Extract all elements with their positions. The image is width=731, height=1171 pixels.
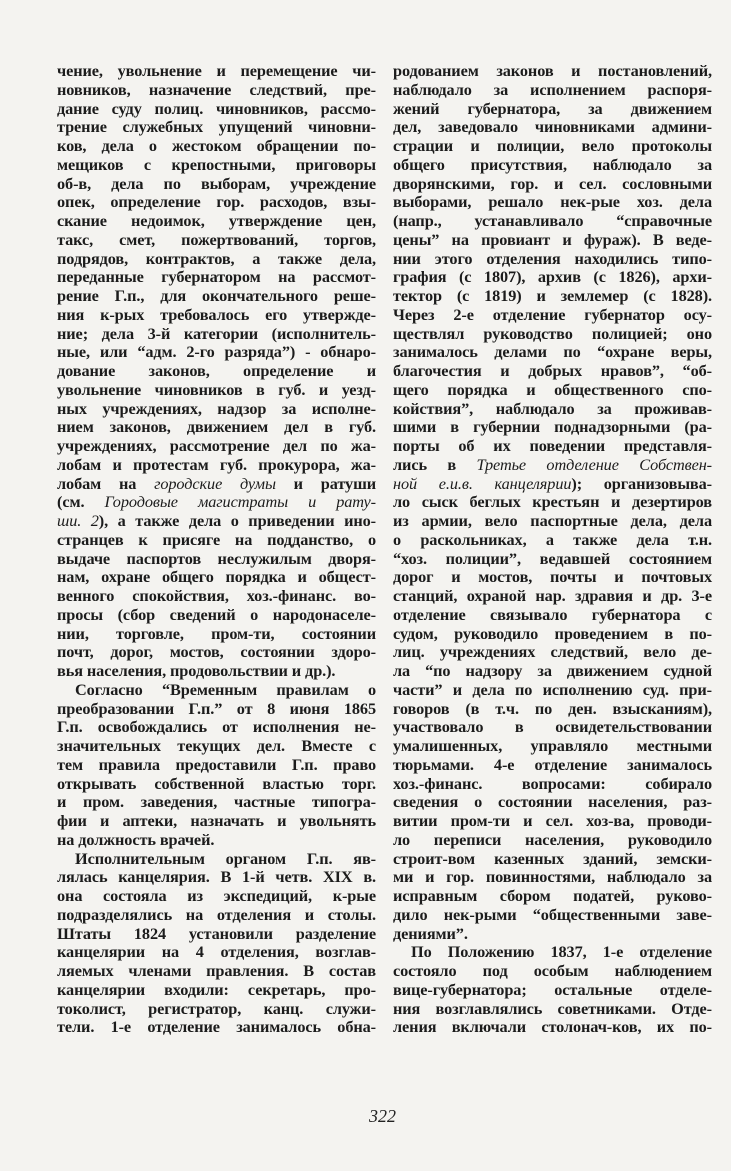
text-segment: лялась канцелярия. В 1-й четв. XIX в. — [57, 867, 376, 887]
text-line — [393, 306, 712, 325]
text-segment: о раскольниках, а также дела т.н. — [393, 529, 712, 549]
text-segment: ния к-рых требовалось его утвержде- — [57, 304, 376, 324]
text-segment: Штаты 1824 установили разделение — [57, 923, 376, 943]
text-segment: ла “по надзору за движением судной — [393, 661, 712, 680]
text-segment: она состояла из экспедиций, к-рые — [57, 886, 376, 905]
text-segment: ные, или “адм. 2-го разряда”) - обнаро- — [57, 342, 376, 362]
text-line — [57, 118, 376, 137]
text-line — [393, 568, 712, 587]
text-segment: значительных текущих дел. Вместе с — [57, 736, 376, 755]
text-segment: переданные губернатором на рассмот- — [57, 267, 376, 287]
italic-reference: городские думы — [154, 473, 276, 493]
text-line — [393, 550, 712, 569]
text-segment: родованием законов и постановлений, — [393, 61, 712, 80]
text-segment: страции и полиции, вело протоколы — [393, 136, 712, 155]
text-segment: канцелярии входили: секретарь, про- — [57, 979, 376, 999]
text-segment: Г.п. освобождались от исполнения не- — [57, 717, 376, 737]
text-segment: говоров (в т.ч. по ден. взысканиям), — [393, 698, 712, 718]
text-segment: наблюдало за исполнением распоря- — [393, 79, 712, 99]
text-line — [57, 775, 376, 794]
text-line — [57, 943, 376, 962]
text-line — [393, 1018, 712, 1037]
text-segment: По Положению 1837, 1-е отделение — [411, 942, 712, 962]
text-segment: отделение связывало губернатора с — [393, 604, 712, 624]
text-line — [393, 737, 712, 756]
text-segment: дование законов, определение и — [57, 361, 376, 380]
text-line — [393, 193, 712, 212]
text-line — [57, 156, 376, 175]
text-segment: (см. — [57, 492, 105, 512]
text-segment: тюрьмами. 4-е отделение занималось — [393, 754, 712, 774]
text-segment: общего присутствия, наблюдало за — [393, 154, 712, 174]
text-segment: ков, дела о жестоком обращении по- — [57, 136, 376, 155]
text-line — [57, 362, 376, 381]
text-segment: “хоз. полиции”, ведавшей состоянием — [393, 548, 712, 568]
text-segment: дорог и мостов, почты и почтовых — [393, 567, 712, 587]
text-line — [57, 212, 376, 231]
text-segment: лись в — [393, 454, 477, 474]
text-segment: нием законов, движением дел в губ. — [57, 417, 376, 437]
text-line — [57, 550, 376, 569]
text-segment: подрядов, контрактов, а также дела, — [57, 248, 376, 268]
text-line — [393, 887, 712, 906]
text-segment: ние; дела 3-й категории (исполнитель- — [57, 323, 376, 343]
text-segment: умалишенных, управляло местными — [393, 736, 712, 755]
text-line — [57, 812, 376, 831]
text-line — [57, 606, 376, 625]
text-segment: (напр., устанавливало “справочные — [393, 211, 712, 230]
text-line — [393, 250, 712, 269]
text-line — [393, 381, 712, 400]
text-segment: канцелярии на 4 отделения, возглав- — [57, 942, 376, 962]
text-line — [57, 531, 376, 550]
text-segment: вья населения, продовольствии и др.). — [57, 661, 336, 680]
text-segment: ных учреждениях, надзор за исполне- — [57, 398, 376, 418]
text-line — [393, 343, 712, 362]
text-segment: строит-вом казенных зданий, земски- — [393, 848, 712, 868]
text-line — [57, 231, 376, 250]
text-segment: лобам и протестам губ. прокурора, жа- — [57, 454, 376, 474]
text-segment: тели. 1-е отделение занималось обна- — [57, 1017, 376, 1037]
text-line — [393, 868, 712, 887]
text-line — [57, 343, 376, 362]
text-segment: жений губернатора, за движением — [393, 98, 712, 118]
text-segment: дворянскими, гор. и сел. сословными — [393, 173, 712, 193]
text-line — [393, 118, 712, 137]
text-segment: увольнение чиновников в губ. и уезд- — [57, 379, 376, 399]
text-line — [57, 962, 376, 981]
text-line — [57, 831, 376, 850]
text-segment: рение Г.п., для окончательного реше- — [57, 286, 376, 305]
text-line — [57, 493, 376, 512]
text-line — [57, 850, 376, 869]
text-segment: дило нек-рыми “общественными заве- — [393, 904, 712, 924]
text-segment: из армии, вело паспортные дела, дела — [393, 511, 712, 530]
text-segment: благочестия и добрых нравов”, “об- — [393, 361, 712, 380]
text-line — [57, 625, 376, 644]
text-line — [393, 943, 712, 962]
text-segment: исправным сбором податей, руково- — [393, 886, 712, 905]
text-line — [393, 662, 712, 681]
text-segment: занималось делами по “охране веры, — [393, 342, 712, 362]
text-line — [393, 643, 712, 662]
text-line — [393, 400, 712, 419]
text-line — [57, 100, 376, 119]
text-line — [393, 793, 712, 812]
text-line — [57, 662, 376, 681]
text-line — [393, 625, 712, 644]
text-line — [57, 475, 376, 494]
italic-reference: ной е.и.в. канцелярии — [393, 473, 572, 493]
text-line — [57, 268, 376, 287]
text-line — [57, 925, 376, 944]
text-line — [57, 287, 376, 306]
text-line — [57, 381, 376, 400]
text-segment: витии пром-ти и сел. хоз-ва, проводи- — [393, 811, 712, 830]
text-line — [393, 175, 712, 194]
text-line — [393, 812, 712, 831]
text-segment: цены” на провиант и фураж). В веде- — [393, 229, 712, 249]
text-line — [393, 606, 712, 625]
text-segment: и ратуши — [275, 473, 376, 493]
text-line — [57, 81, 376, 100]
text-segment: ния возглавлялись советниками. Отде- — [393, 998, 712, 1018]
text-line — [393, 325, 712, 344]
text-segment: лиц. учреждениях следствий, вело де- — [393, 642, 712, 662]
text-segment: Через 2-е отделение губернатор осу- — [393, 304, 712, 324]
text-segment: Согласно “Временным правилам о — [75, 679, 376, 699]
text-segment: фии и аптеки, назначать и увольнять — [57, 811, 376, 830]
text-segment: чение, увольнение и перемещение чи- — [57, 61, 376, 80]
text-segment: ); организовыва- — [571, 473, 712, 493]
page-number: 322 — [369, 1106, 396, 1126]
text-line — [393, 925, 712, 944]
text-line — [57, 175, 376, 194]
text-segment: мещиков с крепостными, приговоры — [57, 154, 376, 174]
text-segment: такс, смет, пожертвований, торгов, — [57, 229, 376, 249]
italic-reference: Третье отделение Собствен- — [476, 454, 712, 474]
text-segment: учреждениях, рассмотрение дел по жа- — [57, 436, 376, 455]
text-segment: трение служебных упущений чиновни- — [57, 117, 376, 137]
text-line — [393, 531, 712, 550]
text-line — [57, 418, 376, 437]
text-segment: судом, руководило проведением в по- — [393, 623, 712, 643]
text-line — [57, 737, 376, 756]
italic-reference: ши. 2 — [57, 511, 99, 530]
text-line — [57, 62, 376, 81]
text-segment: ществлял руководство полицией; оно — [393, 323, 712, 343]
text-line — [393, 287, 712, 306]
text-line — [393, 775, 712, 794]
text-segment: ), а также дела о приведении ино- — [98, 511, 376, 530]
text-line — [57, 981, 376, 1000]
text-segment: порты об их поведении представля- — [393, 436, 712, 455]
text-line — [393, 437, 712, 456]
text-line — [57, 868, 376, 887]
text-segment: открывать собственной властью торг. — [57, 773, 376, 793]
text-segment: нии, торговле, пром-ти, состоянии — [57, 623, 376, 643]
text-line — [57, 1000, 376, 1019]
text-segment: ло переписи населения, руководило — [393, 829, 712, 849]
text-line — [393, 906, 712, 925]
text-column-left — [57, 62, 376, 1037]
italic-reference: Городовые магистраты и рату- — [104, 492, 376, 512]
text-line — [57, 1018, 376, 1037]
text-line — [393, 493, 712, 512]
text-segment: части” и дела по исполнению суд. при- — [393, 679, 712, 699]
text-segment: дание суду полиц. чиновников, рассмо- — [57, 98, 376, 118]
text-line — [57, 793, 376, 812]
text-segment: лобам на — [57, 473, 155, 493]
text-segment: об-в, дела по выборам, учреждение — [57, 173, 376, 193]
text-line — [57, 325, 376, 344]
text-column-right — [393, 62, 712, 1037]
text-segment: щего порядка и общественного спо- — [393, 379, 712, 399]
text-line — [393, 850, 712, 869]
text-line — [57, 137, 376, 156]
text-line — [393, 62, 712, 81]
text-line — [393, 512, 712, 531]
text-line — [57, 568, 376, 587]
text-line — [57, 681, 376, 700]
text-line — [393, 718, 712, 737]
text-segment: койствия”, наблюдало за проживав- — [393, 398, 712, 418]
text-segment: подразделялись на отделения и столы. — [57, 904, 376, 924]
text-line — [57, 756, 376, 775]
text-segment: токолист, регистратор, канц. служи- — [57, 998, 376, 1018]
text-segment: дел, заведовало чиновниками админи- — [393, 117, 712, 137]
text-segment: ло сыск беглых крестьян и дезертиров — [393, 492, 712, 512]
text-segment: выдаче паспортов неслужилым дворя- — [57, 548, 376, 568]
text-segment: новников, назначение следствий, пре- — [57, 79, 376, 99]
text-segment: преобразовании Г.п.” от 8 июня 1865 — [57, 698, 376, 718]
text-segment: на должность врачей. — [57, 829, 215, 849]
text-line — [57, 400, 376, 419]
text-segment: хоз.-финанс. вопросами: собирало — [393, 773, 712, 793]
text-line — [393, 100, 712, 119]
text-line — [57, 193, 376, 212]
text-segment: ляемых членами правления. В состав — [57, 961, 376, 980]
text-line — [393, 156, 712, 175]
text-segment: станций, охраной нар. здравия и др. 3-е — [393, 586, 712, 605]
text-segment: участвовало в освидетельствовании — [393, 717, 712, 737]
text-line — [393, 418, 712, 437]
text-line — [393, 475, 712, 494]
text-segment: тем правила предоставили Г.п. право — [57, 754, 376, 774]
text-line — [393, 700, 712, 719]
text-line — [393, 1000, 712, 1019]
text-line — [57, 906, 376, 925]
text-segment: выборами, решало нек-рые хоз. дела — [393, 192, 712, 212]
text-segment: просы (сбор сведений о народонаселе- — [57, 604, 376, 624]
text-line — [393, 456, 712, 475]
text-line — [393, 981, 712, 1000]
text-line — [57, 512, 376, 531]
text-segment: опек, определение гор. расходов, взы- — [57, 192, 376, 212]
text-segment: венного спокойствия, хоз.-финанс. во- — [57, 586, 376, 605]
text-line — [393, 268, 712, 287]
text-line — [393, 756, 712, 775]
text-line — [393, 362, 712, 381]
text-line — [393, 587, 712, 606]
text-line — [57, 250, 376, 269]
text-segment: нии этого отделения находились типо- — [393, 248, 712, 268]
text-line — [393, 212, 712, 231]
text-line — [393, 831, 712, 850]
text-segment: странцев к присяге на подданство, о — [57, 529, 376, 549]
text-segment: и пром. заведения, частные типогра- — [57, 792, 376, 812]
text-segment: дениями”. — [393, 923, 468, 943]
text-line — [57, 718, 376, 737]
text-line — [57, 437, 376, 456]
text-line — [57, 643, 376, 662]
text-segment: скание недоимок, утверждение цен, — [57, 211, 376, 230]
text-line — [393, 231, 712, 250]
text-line — [57, 587, 376, 606]
text-segment: состояло под особым наблюдением — [393, 961, 712, 980]
text-line — [57, 306, 376, 325]
text-line — [57, 700, 376, 719]
text-segment: тектор (с 1819) и землемер (с 1828). — [393, 286, 712, 305]
text-line — [57, 456, 376, 475]
text-segment: Исполнительным органом Г.п. яв- — [75, 848, 376, 868]
text-segment: нам, охране общего порядка и общест- — [57, 567, 376, 587]
text-line — [393, 681, 712, 700]
text-segment: сведения о состоянии населения, раз- — [393, 792, 712, 812]
text-line — [57, 887, 376, 906]
text-line — [393, 962, 712, 981]
text-segment: графия (с 1807), архив (с 1826), архи- — [393, 267, 712, 287]
text-line — [393, 81, 712, 100]
text-segment: шими в губернии поднадзорными (ра- — [393, 417, 712, 437]
text-line — [393, 137, 712, 156]
text-segment: ми и гор. повинностями, наблюдало за — [393, 867, 712, 887]
text-segment: почт, дорог, мостов, состоянии здоро- — [57, 642, 376, 662]
text-segment: вице-губернатора; остальные отделе- — [393, 979, 712, 999]
text-segment: ления включали столонач-ков, их по- — [393, 1017, 712, 1037]
